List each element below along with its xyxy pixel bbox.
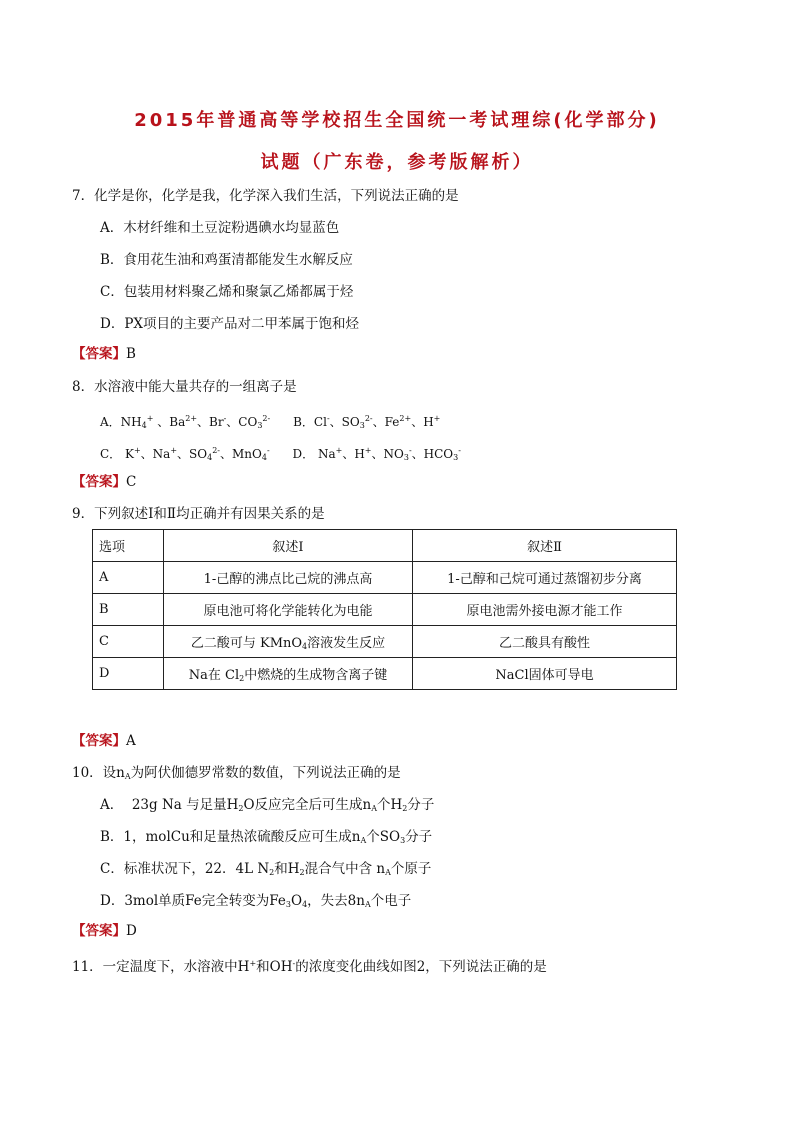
header-statement-2: 叙述Ⅱ [413, 530, 677, 562]
table-row [93, 626, 677, 658]
table-row [93, 562, 677, 594]
q10-option-d: D．3mol单质Fe完全转变为$Fe_3O_4$，失去$8n_A$个电子 [100, 893, 412, 909]
q10-stem: 10．设$n_A$为阿伏伽德罗常数的数值，下列说法正确的是 [72, 765, 401, 781]
q7-stem: 7．化学是你，化学是我，化学深入我们生活，下列说法正确的是 [72, 188, 459, 204]
header-option: 选项 [93, 530, 164, 562]
q7-answer-value: B [126, 346, 136, 362]
row-statement-2: 1-己醇和己烷可通过蒸馏初步分离 [413, 562, 677, 594]
q9-stem: 9．下列叙述Ⅰ和Ⅱ均正确并有因果关系的是 [72, 506, 325, 522]
row-statement-1: Na在 $Cl_2$中燃烧的生成物含离子键 [164, 658, 413, 690]
row-statement-2: 原电池需外接电源才能工作 [413, 594, 677, 626]
q7-option-c: C．包装用材料聚乙烯和聚氯乙烯都属于烃 [100, 284, 354, 300]
q7-option-d: D．PX项目的主要产品对二甲苯属于饱和烃 [100, 316, 360, 332]
row-option: B [93, 594, 164, 626]
row-statement-1: 1-己醇的沸点比己烷的沸点高 [164, 562, 413, 594]
q11-stem: 11．一定温度下，水溶液中H+和OH-的浓度变化曲线如图2，下列说法正确的是 [72, 959, 547, 975]
row-statement-1: 原电池可将化学能转化为电能 [164, 594, 413, 626]
q9-answer-value: A [126, 733, 136, 749]
header-statement-1: 叙述Ⅰ [164, 530, 413, 562]
q9-answer [72, 732, 136, 750]
q10-option-c: C．标准状况下，22．4L $N_2$和$H_2$混合气中含 $n_A$个原子 [100, 861, 432, 877]
q10-answer-value: D [126, 923, 137, 939]
q8-options-ab: A．$NH_4^+$ 、$Ba^{2+}$、Br-、$CO_3^{2-}$ B．Cl-、$SO_3^{2-}$、$Fe^{2+}$、H+ [100, 414, 441, 430]
row-option: A [93, 562, 164, 594]
answer-tag: 【答案】 [72, 346, 126, 362]
q8-answer-value: C [126, 474, 137, 490]
row-option: D [93, 658, 164, 690]
q7-option-b: B．食用花生油和鸡蛋清都能发生水解反应 [100, 252, 353, 268]
q10-option-a: A． 23g Na 与足量$H_2O$反应完全后可生成$n_A$个$H_2$分子 [100, 797, 435, 813]
answer-tag: 【答案】 [72, 923, 126, 939]
row-statement-2: 乙二酸具有酸性 [413, 626, 677, 658]
paper-title-line2: 试题（广东卷，参考版解析） [260, 152, 534, 173]
table-row [93, 594, 677, 626]
row-statement-2: NaCl固体可导电 [413, 658, 677, 690]
row-statement-1: 乙二酸可与 KMnO$_4$溶液发生反应 [164, 626, 413, 658]
row-option: C [93, 626, 164, 658]
q7-option-a: A．木材纤维和土豆淀粉遇碘水均显蓝色 [100, 220, 340, 236]
paper-title-line1: 2015年普通高等学校招生全国统一考试理综(化学部分) [134, 110, 660, 131]
q10-answer [72, 922, 137, 940]
q10-option-b: B．1，molCu和足量热浓硫酸反应可生成$n_A$个$SO_3$分子 [100, 829, 433, 845]
q7-answer [72, 345, 136, 363]
answer-tag: 【答案】 [72, 733, 126, 749]
q8-stem: 8．水溶液中能大量共存的一组离子是 [72, 379, 297, 395]
q8-answer [72, 473, 136, 491]
q9-table [92, 529, 677, 690]
q8-options-cd: C． K+、Na+、$SO_4^{2-}$、MnO$_4$- D． Na+、H+、$NO_3^-$、$HCO_3^-$ [100, 446, 461, 462]
table-header-row [93, 530, 677, 562]
answer-tag: 【答案】 [72, 474, 126, 490]
table-row [93, 658, 677, 690]
